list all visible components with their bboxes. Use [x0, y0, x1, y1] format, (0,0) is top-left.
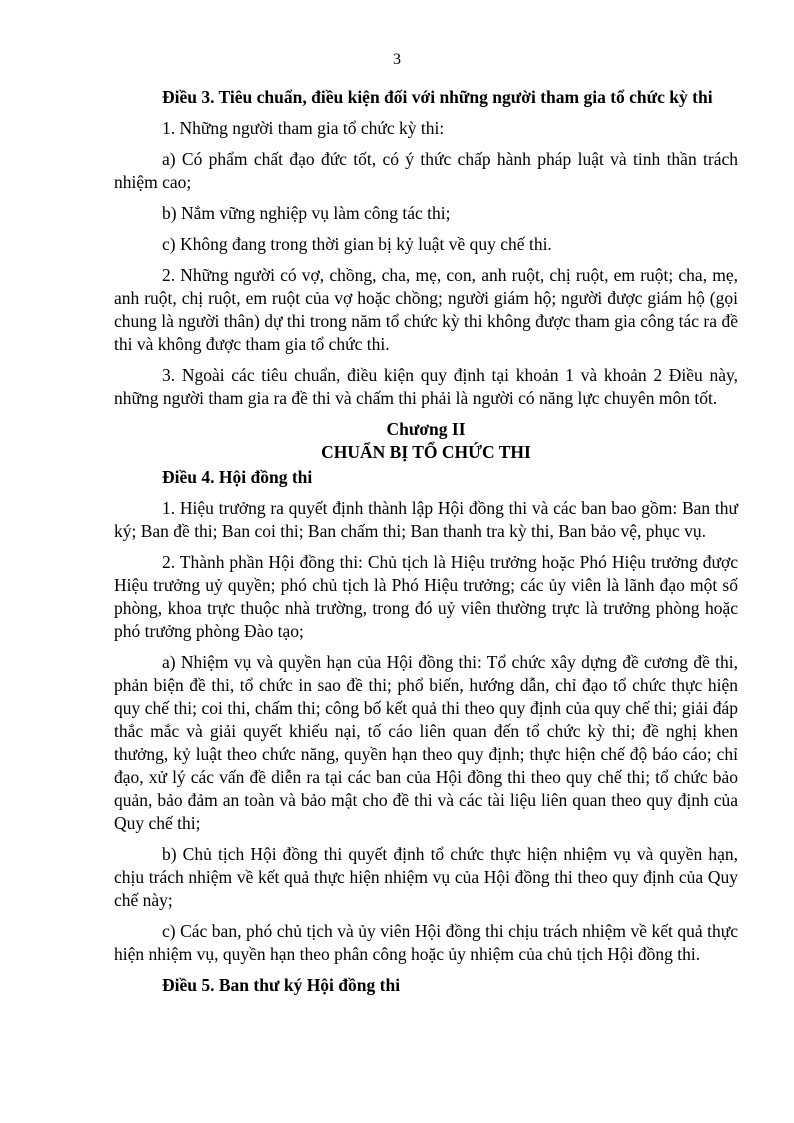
- chapter-label: Chương II: [386, 419, 466, 439]
- paragraph: 2. Thành phần Hội đồng thi: Chủ tịch là Hiệu trưởng hoặc Phó Hiệu trưởng được Hiệu trưởng uỷ quyền; phó chủ tịch là Phó Hiệu trưởng; các ủy viên là lãnh đạo một số phòng, khoa trực thuộc nhà trường, trong đó uỷ viên thường trực là trưởng phòng hoặc phó trưởng phòng Đào tạo;: [114, 552, 738, 641]
- paragraph: 2. Những người có vợ, chồng, cha, mẹ, con, anh ruột, chị ruột, em ruột; cha, mẹ, anh ruột, chị ruột, em ruột của vợ hoặc chồng; người giám hộ; người được giám hộ (gọi chung là người thân) dự thi trong năm tổ chức kỳ thi không được tham gia công tác ra đề thi và không được tham gia tổ chức thi.: [114, 265, 738, 354]
- article-3-heading: Điều 3. Tiêu chuẩn, điều kiện đối với những người tham gia tổ chức kỳ thi: [162, 87, 713, 107]
- paragraph: b) Chủ tịch Hội đồng thi quyết định tổ chức thực hiện nhiệm vụ và quyền hạn, chịu trách nhiệm về kết quả thực hiện nhiệm vụ của Hội đồng thi theo quy định của Quy chế này;: [114, 844, 738, 910]
- paragraph: 3. Ngoài các tiêu chuẩn, điều kiện quy định tại khoản 1 và khoản 2 Điều này, những người tham gia ra đề thi và chấm thi phải là người có năng lực chuyên môn tốt.: [114, 365, 738, 408]
- page-number: 3: [393, 51, 401, 68]
- paragraph: 1. Hiệu trưởng ra quyết định thành lập Hội đồng thi và các ban bao gồm: Ban thư ký; Ban đề thi; Ban coi thi; Ban chấm thi; Ban thanh tra kỳ thi, Ban bảo vệ, phục vụ.: [114, 498, 738, 541]
- paragraph: a) Nhiệm vụ và quyền hạn của Hội đồng thi: Tổ chức xây dựng đề cương đề thi, phản biện đề thi, tổ chức in sao đề thi; phổ biến, hướng dẫn, chỉ đạo tổ chức thực hiện quy chế thi; coi thi, chấm thi; công bố kết quả thi theo quy định của quy chế thi; giải đáp thắc mắc và giải quyết khiếu nại, tố cáo liên quan đến tổ chức kỳ thi; đề nghị khen thưởng, kỷ luật theo chức năng, quyền hạn theo quy định; thực hiện chế độ báo cáo; chỉ đạo, xử lý các vấn đề diễn ra tại các ban của Hội đồng thi theo quy chế thi; tổ chức bảo quản, bảo đảm an toàn và bảo mật cho đề thi và các tài liệu liên quan theo quy định của Quy chế thi;: [114, 652, 738, 833]
- document-body: [114, 86, 738, 1005]
- article-4-heading: Điều 4. Hội đồng thi: [162, 467, 313, 487]
- paragraph: a) Có phẩm chất đạo đức tốt, có ý thức chấp hành pháp luật và tinh thần trách nhiệm cao;: [114, 149, 738, 192]
- paragraph: c) Không đang trong thời gian bị kỷ luật về quy chế thi.: [162, 234, 552, 254]
- article-5-heading: Điều 5. Ban thư ký Hội đồng thi: [162, 975, 401, 995]
- paragraph: c) Các ban, phó chủ tịch và ủy viên Hội đồng thi chịu trách nhiệm về kết quả thực hiện nhiệm vụ, quyền hạn theo phân công hoặc ủy nhiệm của chủ tịch Hội đồng thi.: [114, 921, 738, 964]
- paragraph: 1. Những người tham gia tổ chức kỳ thi:: [162, 118, 445, 138]
- chapter-title: CHUẨN BỊ TỔ CHỨC THI: [321, 442, 531, 462]
- paragraph: b) Nắm vững nghiệp vụ làm công tác thi;: [162, 203, 451, 223]
